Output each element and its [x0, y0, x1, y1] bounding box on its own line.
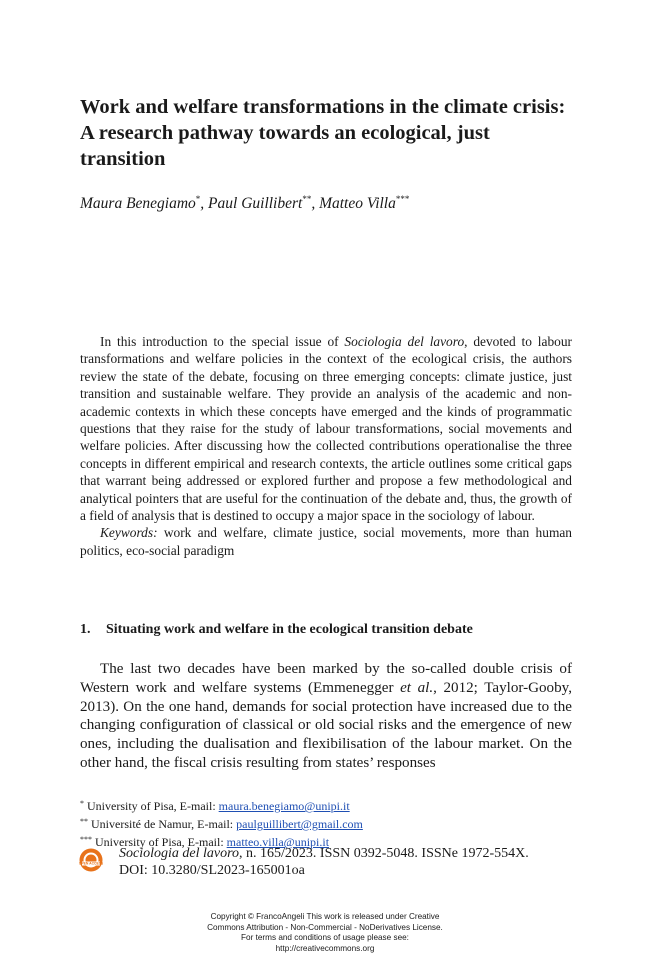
copyright-line: Commons Attribution - Non-Commercial - NoDerivatives License.: [207, 922, 443, 932]
author-footnote-marker: ***: [395, 194, 410, 204]
author-footnote-marker: *: [195, 194, 201, 204]
keywords-label: Keywords:: [100, 525, 158, 541]
copyright-link[interactable]: http://creativecommons.org: [275, 943, 375, 953]
author-name: Paul Guillibert: [208, 195, 303, 212]
keywords-list: work and welfare, climate justice, social movements, more than human politics, eco-social paradigm: [80, 525, 572, 558]
section-title: Situating work and welfare in the ecological transition debate: [106, 622, 473, 637]
journal-citation: [119, 846, 529, 879]
footnote-item: ** Université de Namur, E-mail: paulguillibert@gmail.com: [80, 817, 363, 831]
section-heading: [80, 622, 473, 638]
article-title: Work and welfare transformations in the climate crisis: A research pathway towards an ecological, just transition: [80, 96, 566, 170]
abstract: [80, 333, 572, 559]
footnote-item: *** University of Pisa, E-mail: matteo.villa@unipi.it: [80, 835, 330, 849]
open-access-logo-icon: [79, 848, 103, 872]
copyright-line: Copyright © FrancoAngeli This work is released under Creative: [210, 912, 440, 921]
keywords-paragraph: [80, 524, 572, 559]
body-text: [80, 660, 572, 773]
author-footnote-marker: **: [302, 194, 312, 204]
copyright-line: For terms and conditions of usage please see:: [241, 933, 409, 942]
email-link[interactable]: paulguillibert@gmail.com: [236, 817, 363, 831]
copyright-notice: [180, 912, 470, 954]
author-name: Maura Benegiamo: [80, 195, 196, 212]
journal-doi: DOI: 10.3280/SL2023-165001oa: [119, 862, 305, 878]
abstract-paragraph: In this introduction to the special issue of Sociologia del lavoro, devoted to labour transformations and welfare policies in the context of the ecological crisis, the authors review the state of the debate, focusing on three emerging concepts: climate justice, just transition and sustainable welfare. They provide an analysis of the academic and non-academic contexts in which these concepts have emerged and the kinds of programmatic questions that they raise for the study of labour transformations, social movements and welfare policies. After discussing how the collected contributions operationalise the three concepts in different empirical and research contexts, the article outlines some critical gaps that warrant being addressed or explored further and propose a few methodological and analytical pointers that are useful for the continuation of the debate and, thus, the growth of a field of analysis that is destined to occupy a major space in the sociology of labour.: [80, 334, 572, 524]
journal-name: Sociologia del lavoro: [119, 846, 240, 861]
author-name: Matteo Villa: [319, 195, 396, 212]
email-link[interactable]: matteo.villa@unipi.it: [226, 835, 330, 849]
section-number: 1.: [80, 622, 91, 637]
footnote-item: * University of Pisa, E-mail: maura.benegiamo@unipi.it: [80, 799, 350, 813]
email-link[interactable]: maura.benegiamo@unipi.it: [218, 799, 350, 813]
author-list: Maura Benegiamo*, Paul Guillibert**, Matteo Villa***: [80, 194, 410, 212]
body-paragraph: The last two decades have been marked by the so-called double crisis of Western work and welfare systems (Emmenegger et al., 2012; Taylor-Gooby, 2013). On the one hand, demands for social protection have increased due to the changing configuration of classical or old social risks and the emergence of new ones, including the dualisation and flexibilisation of the labour market. On the other hand, the fiscal crisis resulting from states’ responses: [80, 661, 572, 771]
svg-text:OPEN ACCESS: OPEN ACCESS: [79, 861, 103, 866]
journal-name-italic: Sociologia del lavoro: [344, 334, 465, 349]
journal-issue: , n. 165/2023. ISSN 0392-5048. ISSNe 1972-554X.: [239, 846, 529, 861]
footnotes: [80, 796, 363, 850]
et-al-italic: et al.: [400, 679, 434, 696]
